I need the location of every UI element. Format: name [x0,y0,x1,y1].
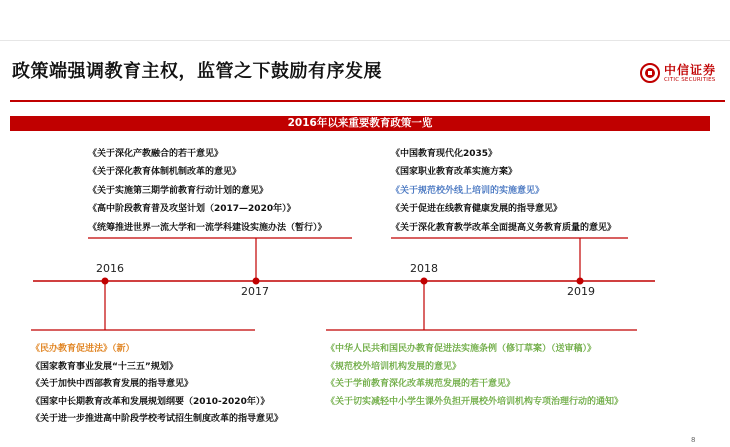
policy-item: 《关于进一步推进高中阶段学校考试招生制度改革的指导意见》 [31,414,284,424]
policy-item: 《关于深化教育教学改革全面提高义务教育质量的意见》 [391,222,617,233]
policy-item: 《中国教育现代化2035》 [391,149,498,159]
policy-item: 《关于深化产教融合的若干意见》 [88,149,224,159]
timeline-dot-2017 [253,278,260,285]
policy-item: 《关于规范校外线上培训的实施意见》 [391,185,545,196]
policy-item: 《关于加快中西部教育发展的指导意见》 [31,379,194,389]
section-banner: 2016年以来重要教育政策一览 [10,116,710,131]
page-number: 8 [691,436,696,444]
policy-item: 《民办教育促进法》（新） [31,344,135,354]
policy-item: 《关于切实减轻中小学生课外负担开展校外培训机构专项治理行动的通知》 [326,396,624,407]
policy-item: 《关于实施第三期学前教育行动计划的意见》 [88,185,269,196]
policy-item: 《关于深化教育体制机制改革的意见》 [88,167,242,178]
policy-item: 《统筹推进世界一流大学和一流学科建设实施办法（暂行）》 [88,222,327,233]
logo-en-text: CITIC SECURITIES [664,77,716,83]
policy-item: 《规范校外培训机构发展的意见》 [326,361,462,372]
timeline-dot-2019 [577,278,584,285]
logo-cn-text: 中信证券 [664,63,717,77]
page-title: 政策端强调教育主权，监管之下鼓励有序发展 [12,61,382,82]
policy-item: 《国家教育事业发展“十三五”规划》 [31,361,178,372]
policy-item: 《中华人民共和国民办教育促进法实施条例（修订草案）（送审稿）》 [326,344,597,354]
policy-item: 《高中阶段教育普及攻坚计划（2017—2020年）》 [88,204,296,215]
year-label-2018: 2018 [410,262,438,275]
timeline-dot-2016 [102,278,109,285]
policy-item: 《国家中长期教育改革和发展规划纲要（2010-2020年）》 [31,396,270,407]
policy-item: 《关于促进在线教育健康发展的指导意见》 [391,204,563,215]
year-label-2019: 2019 [567,285,595,298]
timeline-dot-2018 [421,278,428,285]
policy-item: 《关于学前教育深化改革规范发展的若干意见》 [326,379,516,389]
year-label-2016: 2016 [96,262,124,275]
policy-item: 《国家职业教育改革实施方案》 [391,167,518,178]
year-label-2017: 2017 [241,285,269,298]
